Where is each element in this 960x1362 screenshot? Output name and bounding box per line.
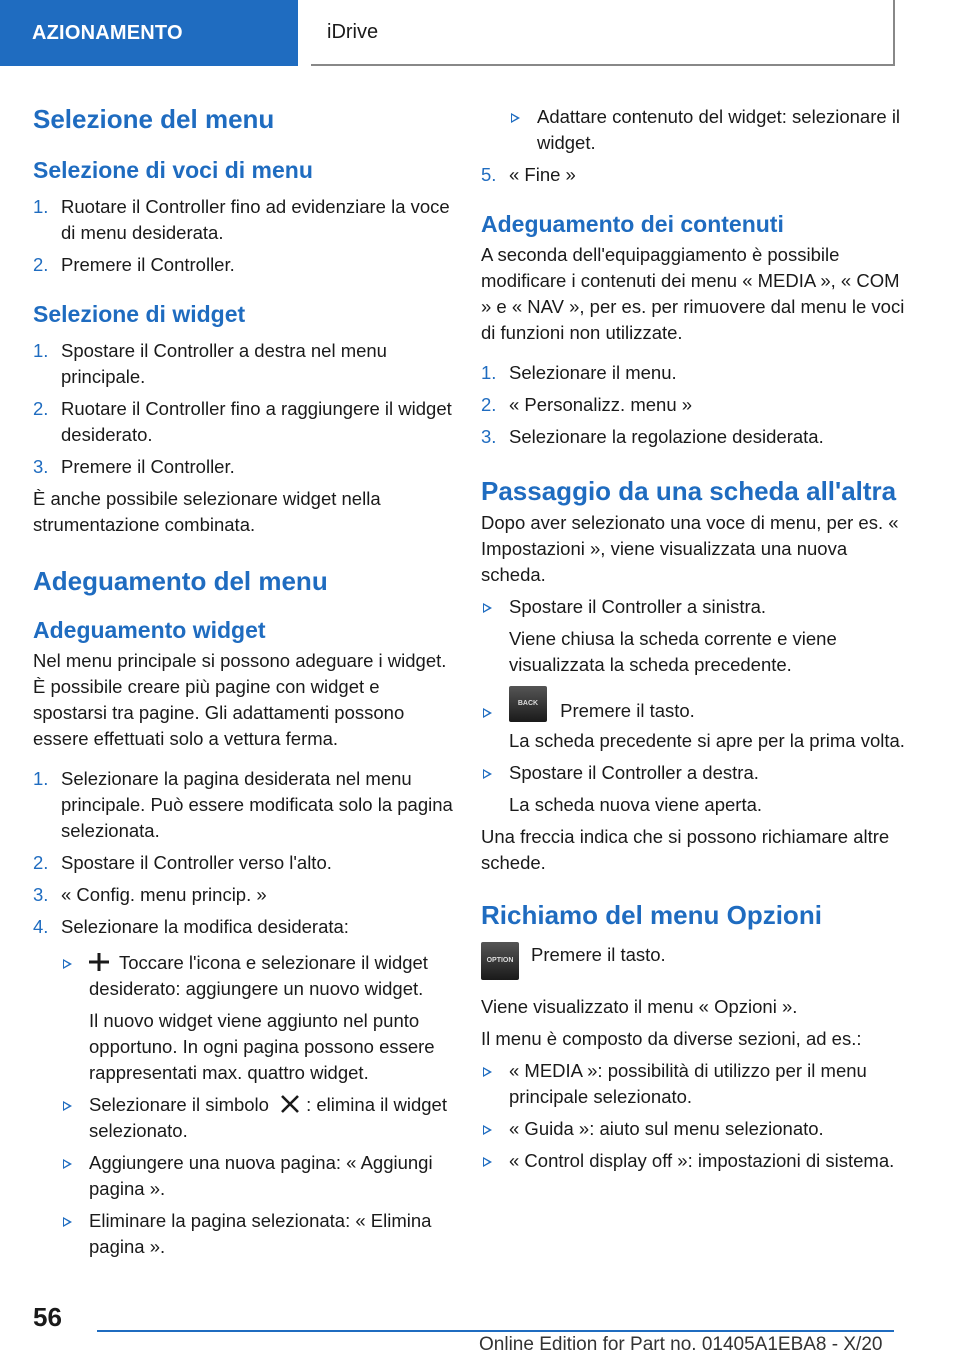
bullet-note: La scheda precedente si apre per la prima volta. bbox=[509, 729, 905, 751]
chapter-header bbox=[311, 0, 895, 66]
footer-edition: Online Edition for Part no. 01405A1EBA8 - X/20 bbox=[479, 1334, 883, 1355]
bullet-triangle-icon bbox=[63, 1217, 72, 1227]
step-text: « Personalizz. menu » bbox=[509, 394, 693, 415]
bullet-triangle-icon bbox=[483, 603, 492, 613]
opzioni-p2: Il menu è composto da diverse sezioni, ad es.: bbox=[481, 1027, 862, 1049]
bullet-note: Viene chiusa la scheda corrente e viene visualizzata la scheda precedente. bbox=[509, 628, 837, 675]
heading-adeguamento-menu: Adeguamento del menu bbox=[33, 566, 328, 596]
scheda-outro: Una freccia indica che si possono richiamare altre schede. bbox=[481, 825, 890, 873]
bullet-item bbox=[509, 104, 911, 156]
bullet-item bbox=[481, 1116, 911, 1142]
bullet-triangle-icon bbox=[483, 708, 492, 718]
bullet-text: Toccare l'icona e selezionare il widget desiderato: aggiungere un nuovo widget. bbox=[89, 952, 428, 999]
list-item bbox=[33, 850, 453, 876]
contenuti-intro: A seconda dell'equipaggiamento è possibile modificare i contenuti dei menu « MEDIA », « COM » e « NAV », per es. per rimuovere dal menu le voci di funzioni non utilizzate. bbox=[481, 244, 905, 343]
bullet-text: « Guida »: aiuto sul menu selezionato. bbox=[509, 1117, 824, 1139]
step-text: Selezionare la pagina desiderata nel menu principale. Può essere modificata solo la pagina selezionata. bbox=[61, 768, 453, 841]
scheda-intro: Dopo aver selezionato una voce di menu, per es. « Impostazioni », viene visualizzata una nuova scheda. bbox=[481, 512, 899, 585]
list-item bbox=[481, 424, 911, 450]
step-number: 1. bbox=[481, 362, 497, 383]
heading-selezione-menu: Selezione del menu bbox=[33, 104, 275, 134]
bullet-triangle-icon bbox=[483, 1067, 492, 1077]
right-column bbox=[481, 96, 911, 1174]
list-item bbox=[33, 914, 453, 1260]
step-text: Ruotare il Controller fino a raggiungere il widget desiderato. bbox=[61, 398, 452, 445]
step-number: 3. bbox=[33, 456, 49, 477]
step-text: Premere il Controller. bbox=[61, 456, 235, 477]
bullet-item bbox=[61, 1150, 453, 1202]
option-key-text: Premere il tasto. bbox=[531, 943, 666, 965]
list-item bbox=[481, 360, 911, 386]
step-text: Premere il Controller. bbox=[61, 254, 235, 275]
bullet-item bbox=[481, 686, 911, 754]
step-number: 4. bbox=[33, 916, 49, 937]
list-item bbox=[33, 454, 453, 480]
step-number: 1. bbox=[33, 196, 49, 217]
bullet-item bbox=[481, 594, 911, 678]
option-key-icon: OPTION bbox=[481, 942, 519, 980]
bullet-text: Premere il tasto. bbox=[560, 699, 695, 721]
section-tab bbox=[0, 0, 298, 66]
list-item bbox=[33, 882, 453, 908]
heading-passaggio-scheda: Passaggio da una scheda all'altra bbox=[481, 476, 897, 506]
list-item bbox=[33, 396, 453, 448]
step-text: Selezionare la modifica desiderata: bbox=[61, 916, 349, 937]
bullet-text: Spostare il Controller a sinistra. bbox=[509, 596, 767, 617]
step-text: Ruotare il Controller fino ad evidenziare la voce di menu desiderata. bbox=[61, 196, 450, 243]
list-item bbox=[33, 338, 453, 390]
list-item bbox=[33, 194, 453, 246]
bullet-text-post: : elimina il widget selezionato. bbox=[89, 1094, 447, 1141]
option-key-row bbox=[481, 942, 911, 980]
bullet-item bbox=[61, 950, 453, 1086]
step-number: 3. bbox=[481, 426, 497, 447]
step-number: 5. bbox=[481, 164, 497, 185]
step-number: 2. bbox=[481, 394, 497, 415]
heading-selezione-widget: Selezione di widget bbox=[33, 301, 246, 327]
step-text: Selezionare la regolazione desiderata. bbox=[509, 426, 824, 447]
list-item bbox=[481, 162, 911, 188]
bullet-item bbox=[61, 1208, 453, 1260]
heading-menu-opzioni: Richiamo del menu Opzioni bbox=[481, 899, 822, 930]
step-number: 2. bbox=[33, 254, 49, 275]
step-text: Spostare il Controller verso l'alto. bbox=[61, 852, 332, 873]
step-text: « Fine » bbox=[509, 164, 576, 185]
close-icon bbox=[280, 1095, 300, 1113]
bullet-triangle-icon bbox=[511, 113, 520, 123]
page-number: 56 bbox=[33, 1302, 62, 1332]
bullet-triangle-icon bbox=[63, 1159, 72, 1169]
step-text: Spostare il Controller a destra nel menu principale. bbox=[61, 340, 387, 387]
bullet-item bbox=[481, 760, 911, 818]
section-label: AZIONAMENTO bbox=[32, 21, 183, 44]
bullet-triangle-icon bbox=[483, 1157, 492, 1167]
heading-voci-menu: Selezione di voci di menu bbox=[33, 157, 313, 183]
bullet-note: La scheda nuova viene aperta. bbox=[509, 793, 763, 815]
widget-note: È anche possibile selezionare widget nella strumentazione combinata. bbox=[33, 488, 381, 535]
step-number: 3. bbox=[33, 884, 49, 905]
bullet-text: Adattare contenuto del widget: selezionare il widget. bbox=[537, 106, 901, 153]
bullet-note: Il nuovo widget viene aggiunto nel punto opportuno. In ogni pagina possono essere rappresentati max. quattro widget. bbox=[89, 1010, 435, 1083]
bullet-text-pre: Selezionare il simbolo bbox=[89, 1094, 269, 1115]
list-item bbox=[481, 392, 911, 418]
bullet-triangle-icon bbox=[483, 1125, 492, 1135]
bullet-text: Aggiungere una nuova pagina: « Aggiungi pagina ». bbox=[89, 1152, 433, 1199]
opzioni-p1: Viene visualizzato il menu « Opzioni ». bbox=[481, 995, 798, 1017]
step-number: 1. bbox=[33, 340, 49, 361]
list-item bbox=[33, 252, 453, 278]
bullet-item bbox=[481, 1148, 911, 1174]
step-text: « Config. menu princip. » bbox=[61, 884, 267, 905]
bullet-text: Eliminare la pagina selezionata: « Elimina pagina ». bbox=[89, 1210, 432, 1257]
list-item bbox=[33, 766, 453, 844]
chapter-label: iDrive bbox=[327, 20, 379, 43]
bullet-text: « MEDIA »: possibilità di utilizzo per il menu principale selezionato. bbox=[509, 1059, 867, 1107]
step-text: Selezionare il menu. bbox=[509, 362, 677, 383]
footer-divider bbox=[97, 1330, 894, 1332]
bullet-text: Spostare il Controller a destra. bbox=[509, 761, 759, 783]
bullet-item bbox=[61, 1092, 453, 1144]
adeguamento-intro: Nel menu principale si possono adeguare i widget. È possibile creare più pagine con widget e spostarsi tra pagine. Gli adattamenti possono essere effettuati solo a vettura ferma. bbox=[33, 650, 447, 749]
bullet-item bbox=[481, 1058, 911, 1110]
back-key-icon: BACK bbox=[509, 686, 547, 722]
bullet-triangle-icon bbox=[63, 959, 72, 969]
step-number: 2. bbox=[33, 852, 49, 873]
plus-icon bbox=[89, 953, 109, 971]
heading-adeguamento-widget: Adeguamento widget bbox=[33, 617, 266, 643]
bullet-triangle-icon bbox=[483, 769, 492, 779]
heading-adeguamento-contenuti: Adeguamento dei contenuti bbox=[481, 211, 784, 237]
bullet-text: « Control display off »: impostazioni di sistema. bbox=[509, 1149, 895, 1171]
bullet-triangle-icon bbox=[63, 1101, 72, 1111]
left-column bbox=[33, 96, 453, 1260]
step-number: 2. bbox=[33, 398, 49, 419]
step-number: 1. bbox=[33, 768, 49, 789]
